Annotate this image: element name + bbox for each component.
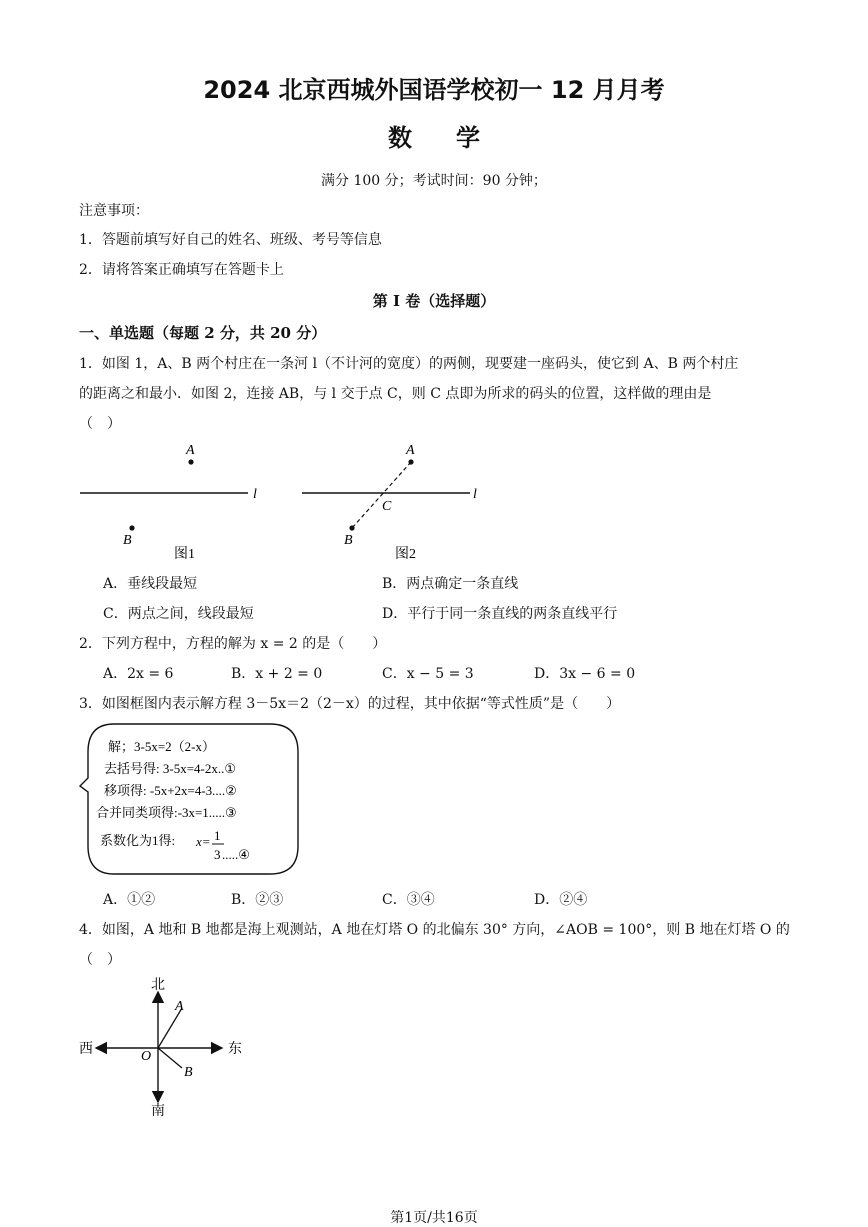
east-label: 东 xyxy=(228,1042,242,1057)
q3-option-a[interactable]: A．①② xyxy=(103,892,156,908)
point-a xyxy=(408,459,413,464)
q1-answer-paren: （ ） xyxy=(79,416,121,432)
q1-figure-1 xyxy=(70,436,280,566)
label-a: A xyxy=(406,443,415,458)
q1-stem-line-1: 1．如图 1，A、B 两个村庄在一条河 l（不计河的宽度）的两侧，现要建一座码头，使它到 A、B 两个村庄 xyxy=(79,356,739,372)
fraction-numerator: 1 xyxy=(214,828,221,843)
q3-solution-box xyxy=(74,718,306,880)
q2-stem: 2．下列方程中，方程的解为 x = 2 的是（ ） xyxy=(79,636,387,652)
ray-oa xyxy=(158,1008,182,1048)
page-number: 第1页/共16页 xyxy=(390,1210,478,1226)
notes-item-1: 1．答题前填写好自己的姓名、班级、考号等信息 xyxy=(79,232,382,248)
label-l: l xyxy=(473,487,477,502)
point-b xyxy=(129,525,134,530)
q3-stem: 3．如图框图内表示解方程 3－5x＝2（2－x）的过程，其中依据“等式性质”是（ ） xyxy=(79,696,621,712)
label-b: B xyxy=(123,533,132,548)
q2-option-d[interactable]: D．3x − 6 = 0 xyxy=(534,666,636,682)
solution-line-5-tail: .....④ xyxy=(222,847,250,862)
q3-option-d[interactable]: D．②④ xyxy=(534,892,588,908)
label-b: B xyxy=(184,1065,193,1080)
q4-answer-paren: （ ） xyxy=(79,952,121,968)
q1-option-c[interactable]: C．两点之间，线段最短 xyxy=(103,606,254,622)
north-label: 北 xyxy=(151,978,165,993)
q4-compass-figure xyxy=(74,972,254,1122)
q2-option-b[interactable]: B．x + 2 = 0 xyxy=(231,666,323,682)
exam-title: 2024 北京西城外国语学校初一 12 月月考 xyxy=(203,76,665,104)
west-label: 西 xyxy=(79,1042,93,1057)
subject-title: 数学 xyxy=(388,124,524,152)
volume-heading: 第 I 卷（选择题） xyxy=(372,292,496,310)
solution-line-5-x: x= xyxy=(196,834,211,849)
q1-stem-line-2: 的距离之和最小．如图 2，连接 AB，与 l 交于点 C，则 C 点即为所求的码头的位置，这样做的理由是 xyxy=(79,386,712,402)
part-heading: 一、单选题（每题 2 分，共 20 分） xyxy=(79,324,327,342)
solution-line-5-label: 系数化为1得: xyxy=(100,833,176,848)
ray-ob xyxy=(158,1048,182,1068)
figure-2-caption: 图2 xyxy=(395,547,416,562)
point-b xyxy=(349,525,354,530)
label-a: A xyxy=(186,443,195,458)
south-label: 南 xyxy=(151,1104,165,1119)
q1-option-b[interactable]: B．两点确定一条直线 xyxy=(382,576,519,592)
q1-figure-2 xyxy=(292,436,502,566)
figure-1-caption: 图1 xyxy=(174,547,195,562)
notes-item-2: 2．请将答案正确填写在答题卡上 xyxy=(79,262,284,278)
label-o: O xyxy=(141,1049,152,1064)
label-c: C xyxy=(382,499,392,514)
q1-option-a[interactable]: A．垂线段最短 xyxy=(103,576,198,592)
solution-line-4: 合并同类项得:-3x=1.....③ xyxy=(96,805,237,820)
q4-stem: 4．如图，A 地和 B 地都是海上观测站，A 地在灯塔 O 的北偏东 30° 方向，∠AOB = 100°，则 B 地在灯塔 O 的 xyxy=(79,922,790,938)
q3-option-c[interactable]: C．③④ xyxy=(382,892,435,908)
label-a: A xyxy=(175,999,184,1014)
solution-line-2: 去括号得: 3-5x=4-2x..① xyxy=(104,761,237,776)
label-b: B xyxy=(344,533,353,548)
point-a xyxy=(188,459,193,464)
segment-ab xyxy=(352,462,411,528)
q3-option-b[interactable]: B．②③ xyxy=(231,892,284,908)
solution-line-3: 移项得: -5x+2x=4-3....② xyxy=(104,783,237,798)
q2-option-c[interactable]: C．x − 5 = 3 xyxy=(382,666,474,682)
label-l: l xyxy=(253,487,257,502)
score-time-info: 满分 100 分；考试时间：90 分钟； xyxy=(321,173,547,189)
notes-heading: 注意事项： xyxy=(79,203,149,219)
q2-option-a[interactable]: A．2x = 6 xyxy=(103,666,174,682)
q1-option-d[interactable]: D．平行于同一条直线的两条直线平行 xyxy=(382,606,618,622)
solution-line-1: 解；3-5x=2（2-x） xyxy=(108,739,215,754)
fraction-denominator: 3 xyxy=(214,847,221,862)
